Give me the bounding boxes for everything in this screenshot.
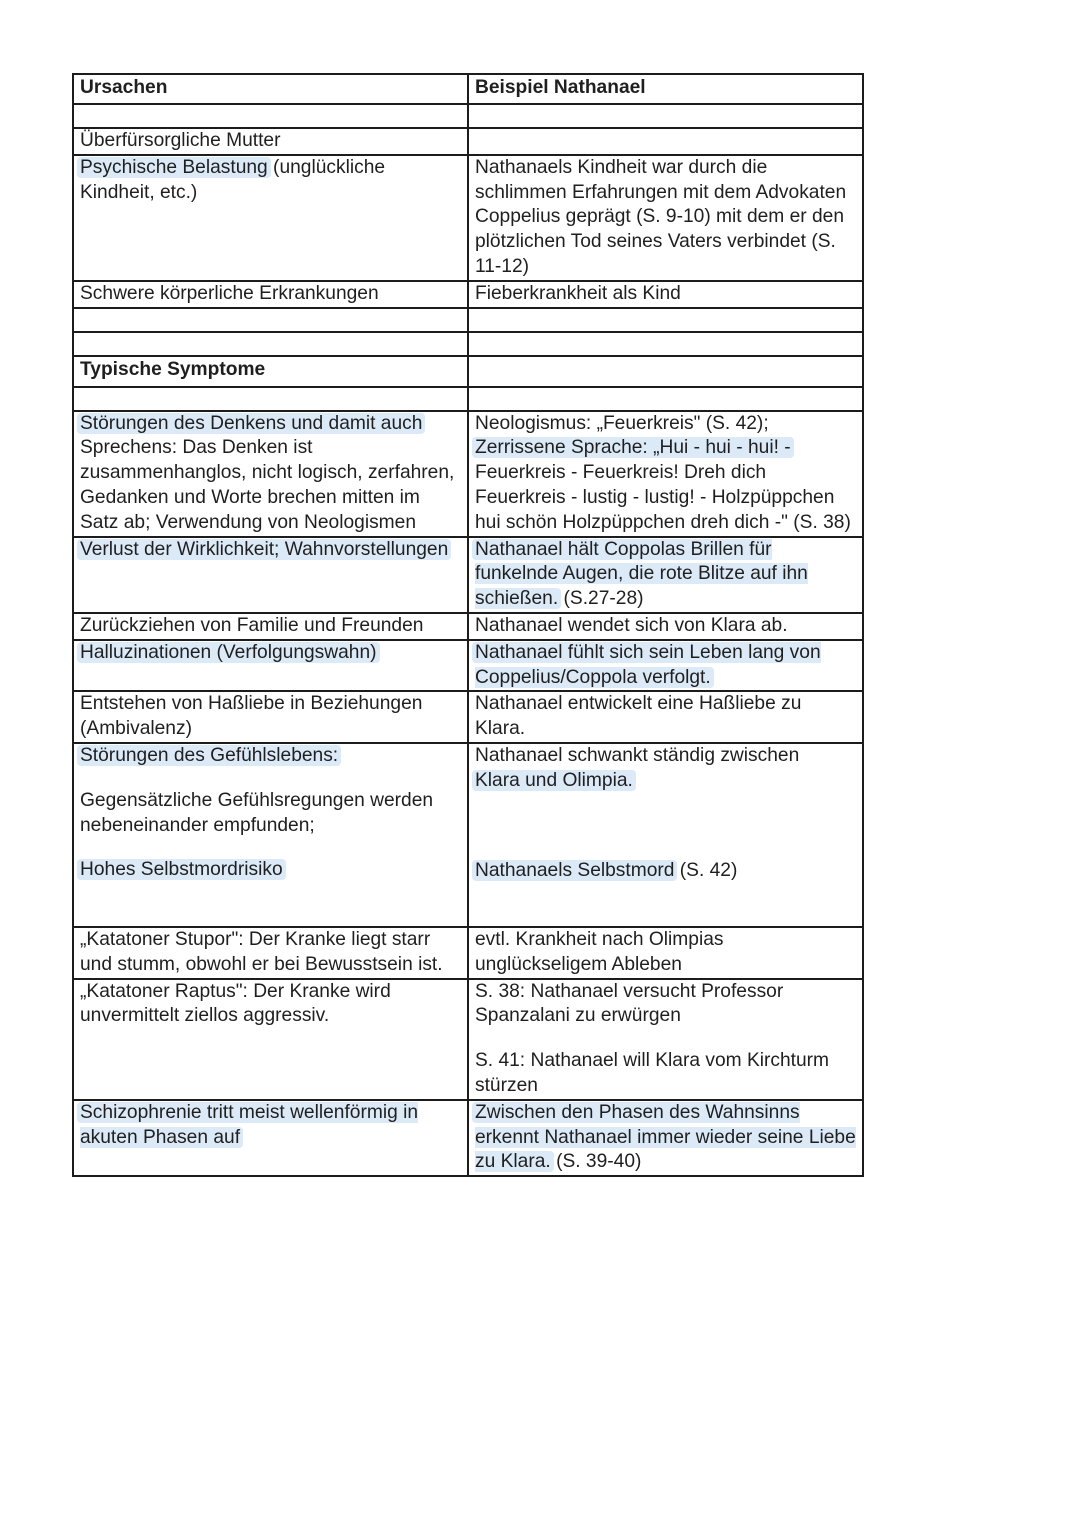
cause-cell: Überfürsorgliche Mutter <box>73 128 468 155</box>
example-cell: Nathanael schwankt ständig zwischen Klara und Olimpia. Nathanaels Selbstmord (S. 42) <box>468 743 863 927</box>
blank-row <box>73 308 863 332</box>
symptom-cell: Störungen des Denkens und damit auch Sprechens: Das Denken ist zusammenhanglos, nicht logisch, zerfahren, Gedanken und Worte brechen mitten im Satz ab; Verwendung von Neologismen <box>73 411 468 537</box>
table-row <box>73 691 863 743</box>
highlighted-text: Störungen des Gefühlslebens: <box>77 745 341 766</box>
symptoms-header-row <box>73 356 863 387</box>
causes-heading: Ursachen <box>73 74 468 104</box>
highlighted-text: Zerrissene Sprache: „Hui - hui - hui! - <box>472 437 794 458</box>
symptom-cell: „Katatoner Stupor": Der Kranke liegt starr und stumm, obwohl er bei Bewusstsein ist. <box>73 927 468 979</box>
highlighted-text: Verlust der Wirklichkeit; Wahnvorstellungen <box>77 539 451 560</box>
highlighted-text: Störungen des Denkens und damit auch <box>77 413 425 434</box>
table-row <box>73 1100 863 1176</box>
example-heading: Beispiel Nathanael <box>468 74 863 104</box>
highlighted-text: Nathanael hält Coppolas Brillen für funkelnde Augen, die rote Blitze auf ihn schießen. <box>472 539 808 610</box>
table-row <box>73 281 863 308</box>
blank-row <box>73 104 863 128</box>
table-row <box>73 155 863 281</box>
example-cell: Neologismus: „Feuerkreis" (S. 42); Zerrissene Sprache: „Hui - hui - hui! - Feuerkreis - Feuerkreis! Dreh dich Feuerkreis - lustig - lustig! - Holzpüppchen hui schön Holzpüppchen dreh dich -" (S. 38) <box>468 411 863 537</box>
symptom-cell <box>73 537 468 613</box>
highlighted-text: Zwischen den Phasen des Wahnsinns erkennt Nathanael immer wieder seine Liebe zu Klara. <box>472 1102 856 1173</box>
table-row <box>73 613 863 640</box>
table-row <box>73 411 863 537</box>
symptom-cell <box>73 1100 468 1176</box>
example-cell: Fieberkrankheit als Kind <box>468 281 863 308</box>
example-cell: evtl. Krankheit nach Olimpias unglückseligem Ableben <box>468 927 863 979</box>
cause-cell: Schwere körperliche Erkrankungen <box>73 281 468 308</box>
highlighted-text: Nathanaels Selbstmord <box>472 860 677 881</box>
highlighted-text: Schizophrenie tritt meist wellenförmig in akuten Phasen auf <box>77 1102 418 1148</box>
table-row <box>73 743 863 927</box>
highlighted-text: Halluzinationen (Verfolgungswahn) <box>77 642 380 663</box>
cause-cell: Psychische Belastung (unglückliche Kindheit, etc.) <box>73 155 468 281</box>
example-cell: S. 38: Nathanael versucht Professor Spanzalani zu erwürgen S. 41: Nathanael will Klara vom Kirchturm stürzen <box>468 979 863 1100</box>
symptom-cell: Entstehen von Haßliebe in Beziehungen (Ambivalenz) <box>73 691 468 743</box>
symptom-cell: Störungen des Gefühlslebens: Gegensätzliche Gefühlsregungen werden nebeneinander empfunden; Hohes Selbstmordrisiko <box>73 743 468 927</box>
example-cell: Zwischen den Phasen des Wahnsinns erkennt Nathanael immer wieder seine Liebe zu Klara. (S. 39-40) <box>468 1100 863 1176</box>
example-cell <box>468 640 863 692</box>
example-cell: Nathanaels Kindheit war durch die schlimmen Erfahrungen mit dem Advokaten Coppelius geprägt (S. 9-10) mit dem er den plötzlichen Tod seines Vaters verbindet (S. 11-12) <box>468 155 863 281</box>
symptoms-heading: Typische Symptome <box>73 356 468 387</box>
highlighted-text: Nathanael fühlt sich sein Leben lang von Coppelius/Coppola verfolgt. <box>472 642 821 688</box>
example-cell: Nathanael wendet sich von Klara ab. <box>468 613 863 640</box>
highlighted-text: Klara und Olimpia. <box>472 770 636 791</box>
highlighted-text: Psychische Belastung <box>77 157 271 178</box>
table-row <box>73 640 863 692</box>
blank-row <box>73 387 863 411</box>
example-cell: Nathanael entwickelt eine Haßliebe zu Klara. <box>468 691 863 743</box>
symptom-cell: „Katatoner Raptus": Der Kranke wird unvermittelt ziellos aggressiv. <box>73 979 468 1100</box>
schizophrenia-table <box>72 73 864 1177</box>
table-row <box>73 927 863 979</box>
example-cell <box>468 128 863 155</box>
symptom-cell <box>73 640 468 692</box>
table-row <box>73 979 863 1100</box>
blank-row <box>73 332 863 356</box>
table-row <box>73 128 863 155</box>
table-row <box>73 537 863 613</box>
example-cell: Nathanael hält Coppolas Brillen für funkelnde Augen, die rote Blitze auf ihn schießen. (S.27-28) <box>468 537 863 613</box>
table-header-row <box>73 74 863 104</box>
highlighted-text: Hohes Selbstmordrisiko <box>77 859 286 880</box>
symptom-cell: Zurückziehen von Familie und Freunden <box>73 613 468 640</box>
